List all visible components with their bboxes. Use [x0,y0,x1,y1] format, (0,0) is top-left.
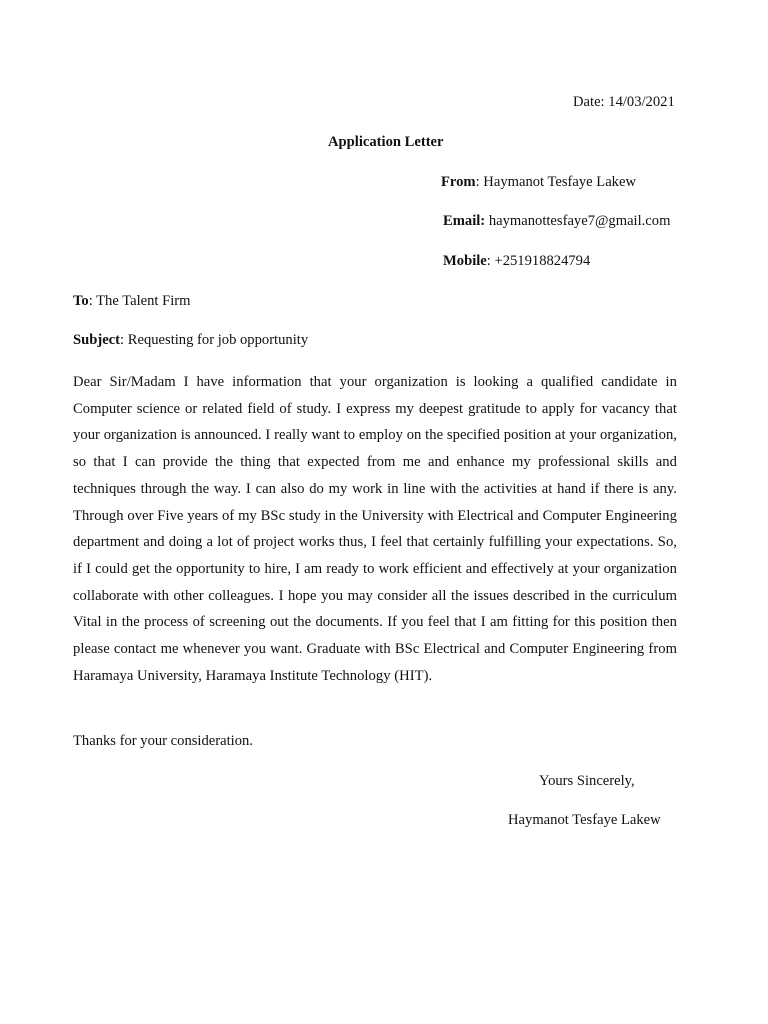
email-label: Email: [443,213,486,229]
closing-line: Yours Sincerely, [539,773,635,789]
from-value: : Haymanot Tesfaye Lakew [475,174,636,190]
to-value: : The Talent Firm [88,293,191,309]
mobile-line [443,252,590,270]
subject-label: Subject [73,332,121,348]
email-line [443,212,670,230]
mobile-value: : +251918824794 [486,253,591,269]
to-line [73,292,191,310]
date-value: 14/03/2021 [608,94,675,110]
signature-name: Haymanot Tesfaye Lakew [508,812,661,828]
subject-value: : Requesting for job opportunity [120,332,309,348]
subject-line [73,331,308,349]
from-label: From [441,174,476,190]
thanks-line: Thanks for your consideration. [73,733,253,749]
email-value: haymanottesfaye7@gmail.com [485,213,671,229]
from-line [441,173,636,191]
letter-title: Application Letter [328,134,444,150]
letter-body: Dear Sir/Madam I have information that your organization is looking a qualified candidate in Computer science or related field of study. I express my deepest gratitude to apply for vacancy that your organization is announced. I really want to employ on the specified position at your organization, so that I can provide the thing that expected from me and enhance my professional skills and techniques through the way. I can also do my work in line with the activities at hand if there is any. Through over Five years of my BSc study in the University with Electrical and Computer Engineering department and doing a lot of project works thus, I feel that certainly fulfilling your expectations. So, if I could get the opportunity to hire, I am ready to work efficient and effectively at your organization collaborate with other colleagues. I hope you may consider all the issues described in the curriculum Vital in the process of screening out the documents. If you feel that I am fitting for this position then please contact me whenever you want. Graduate with BSc Electrical and Computer Engineering from Haramaya University, Haramaya Institute Technology (HIT). [73,374,677,684]
date-line [573,93,675,111]
date-label: Date: [573,94,605,110]
mobile-label: Mobile [443,253,487,269]
to-label: To [73,293,89,309]
